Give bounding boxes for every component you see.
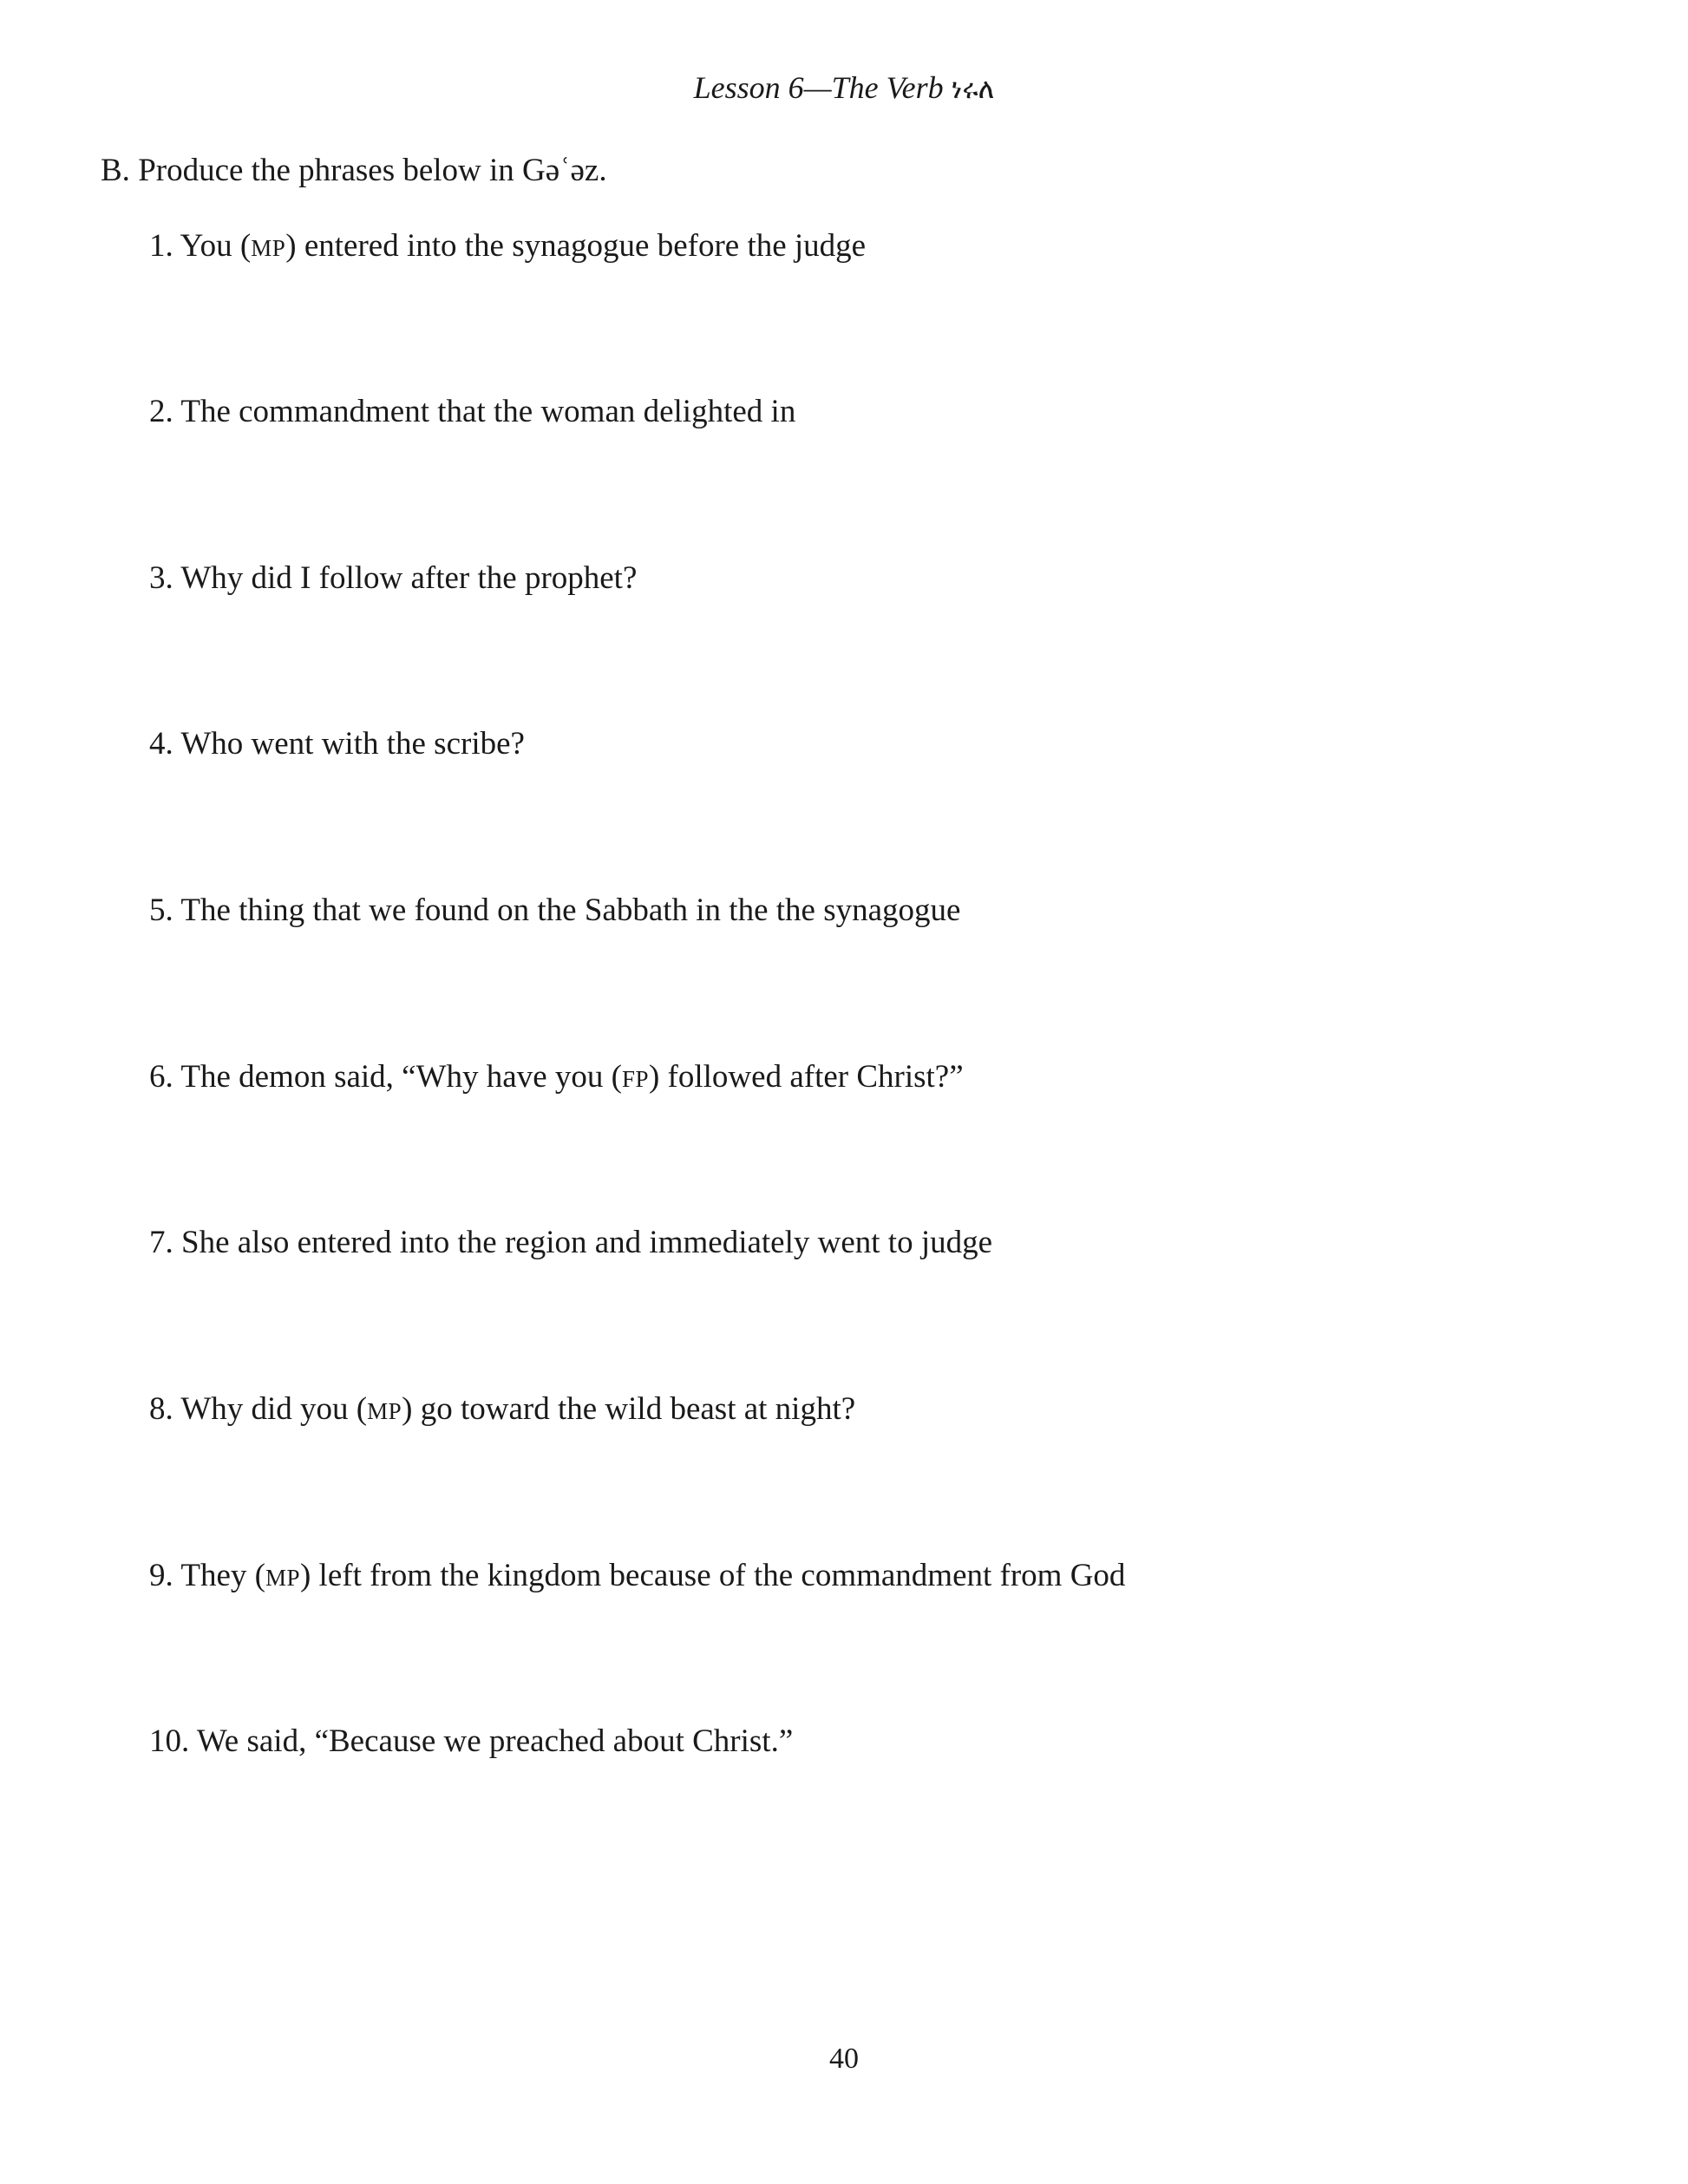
- item-text-before: The demon said, “Why have you (: [180, 1059, 622, 1095]
- item-number: 5.: [149, 893, 173, 928]
- exercise-item-5: [149, 892, 960, 930]
- ethiopic-verb: ነሩለ: [951, 72, 995, 105]
- gender-number-abbr: MP: [251, 235, 286, 261]
- item-text: The commandment that the woman delighted in: [180, 394, 796, 429]
- item-text-after: ) entered into the synagogue before the judge: [285, 228, 867, 264]
- item-text: We said, “Because we preached about Christ.”: [196, 1723, 794, 1759]
- item-number: 8.: [149, 1391, 173, 1427]
- item-number: 9.: [149, 1558, 173, 1593]
- item-number: 4.: [149, 726, 173, 762]
- instruction-text: Produce the phrases below in Gəʿəz.: [138, 153, 607, 188]
- item-text-after: ) go toward the wild beast at night?: [402, 1391, 856, 1427]
- exercise-item-2: [149, 393, 795, 431]
- gender-number-abbr: MP: [265, 1565, 300, 1591]
- exercise-item-10: [149, 1723, 793, 1761]
- item-number: 6.: [149, 1059, 173, 1095]
- item-text-before: You (: [180, 228, 252, 264]
- item-text: Why did I follow after the prophet?: [180, 560, 638, 596]
- exercise-item-4: [149, 725, 525, 763]
- exercise-item-1: [149, 227, 866, 265]
- exercise-item-6: [149, 1058, 964, 1096]
- item-number: 3.: [149, 560, 173, 596]
- item-number: 10.: [149, 1723, 190, 1759]
- exercise-item-3: [149, 559, 637, 598]
- page-number: 40: [829, 2043, 859, 2075]
- item-number: 1.: [149, 228, 173, 264]
- item-text-after: ) followed after Christ?”: [648, 1059, 964, 1095]
- exercise-item-9: [149, 1557, 1125, 1595]
- exercise-item-7: [149, 1224, 992, 1262]
- item-text: She also entered into the region and immediately went to judge: [181, 1225, 993, 1260]
- exercise-instruction: [101, 152, 607, 190]
- gender-number-abbr: MP: [367, 1398, 402, 1424]
- item-text-before: Why did you (: [180, 1391, 368, 1427]
- item-text-before: They (: [180, 1558, 265, 1593]
- item-text: Who went with the scribe?: [180, 726, 525, 762]
- item-number: 7.: [149, 1225, 173, 1260]
- item-text-after: ) left from the kingdom because of the commandment from God: [299, 1558, 1126, 1593]
- section-label: B.: [101, 153, 130, 188]
- gender-number-abbr: FP: [621, 1066, 649, 1092]
- exercise-item-8: [149, 1390, 855, 1429]
- item-number: 2.: [149, 394, 173, 429]
- lesson-title: Lesson 6—The Verb: [693, 70, 952, 105]
- running-header: [0, 69, 1688, 107]
- item-text: The thing that we found on the Sabbath in the the synagogue: [180, 893, 961, 928]
